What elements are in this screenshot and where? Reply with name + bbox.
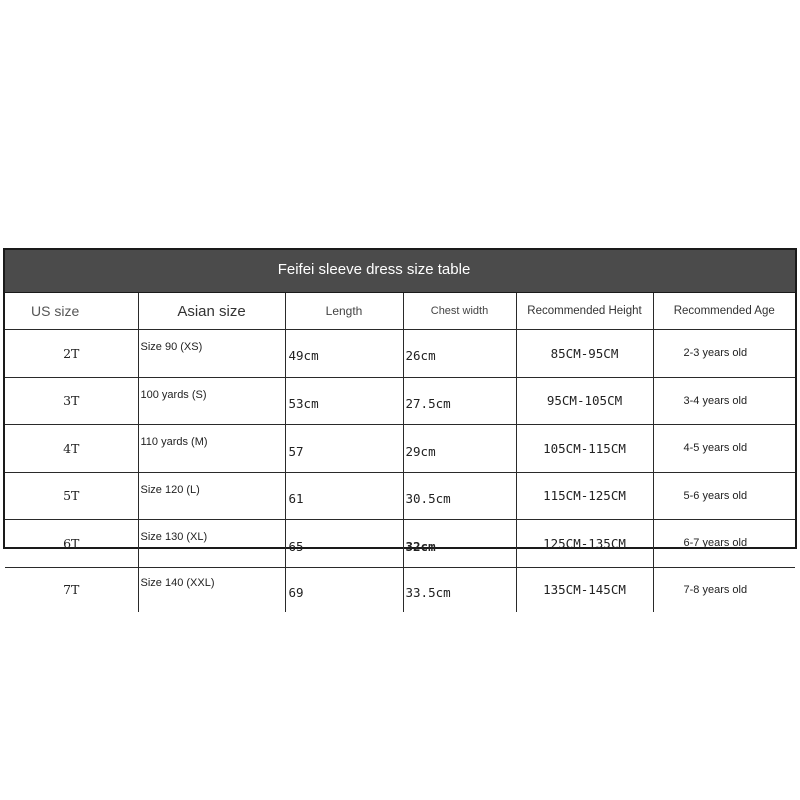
cell-asian-size: Size 120 (L) (138, 472, 285, 520)
cell-asian-size: 110 yards (M) (138, 425, 285, 473)
cell-asian-size: Size 130 (XL) (138, 520, 285, 568)
table-row (5, 520, 795, 568)
cell-us-size: 2T (5, 330, 138, 378)
cell-chest-width: 32cm (403, 520, 516, 568)
table-title-bar (5, 250, 795, 293)
cell-length: 65 (285, 520, 403, 568)
cell-asian-size: Size 140 (XXL) (138, 567, 285, 612)
header-recommended-height: Recommended Height (516, 293, 653, 330)
size-grid (5, 293, 795, 612)
cell-chest-width: 29cm (403, 425, 516, 473)
header-asian-size: Asian size (138, 293, 285, 330)
cell-chest-width: 27.5cm (403, 377, 516, 425)
table-row (5, 567, 795, 612)
cell-us-size: 7T (5, 567, 138, 612)
size-table (3, 248, 797, 601)
table-row (5, 330, 795, 378)
cell-length: 49cm (285, 330, 403, 378)
cell-length: 69 (285, 567, 403, 612)
header-recommended-age: Recommended Age (653, 293, 795, 330)
table-row (5, 377, 795, 425)
cell-chest-width: 33.5cm (403, 567, 516, 612)
cell-recommended-height: 105CM-115CM (516, 425, 653, 473)
cell-us-size: 4T (5, 425, 138, 473)
table-row (5, 425, 795, 473)
header-us-size: US size (31, 303, 80, 319)
cell-us-size: 5T (5, 472, 138, 520)
table-title: Feifei sleeve dress size table (277, 261, 471, 278)
cell-recommended-age: 4-5 years old (653, 425, 795, 473)
cell-recommended-age: 6-7 years old (653, 520, 795, 568)
cell-recommended-height: 95CM-105CM (516, 377, 653, 425)
cell-chest-width: 30.5cm (403, 472, 516, 520)
cell-recommended-age: 2-3 years old (653, 330, 795, 378)
cell-recommended-age: 5-6 years old (653, 472, 795, 520)
cell-asian-size: 100 yards (S) (138, 377, 285, 425)
cell-length: 57 (285, 425, 403, 473)
header-length: Length (285, 293, 403, 330)
cell-us-size: 3T (5, 377, 138, 425)
cell-length: 61 (285, 472, 403, 520)
cell-us-size: 6T (5, 520, 138, 568)
cell-length: 53cm (285, 377, 403, 425)
cell-recommended-height: 125CM-135CM (516, 520, 653, 568)
table-row (5, 472, 795, 520)
cell-recommended-height: 85CM-95CM (516, 330, 653, 378)
header-row (5, 293, 795, 330)
cell-recommended-height: 115CM-125CM (516, 472, 653, 520)
cell-recommended-height: 135CM-145CM (516, 567, 653, 612)
header-chest-width: Chest width (403, 293, 516, 330)
cell-recommended-age: 3-4 years old (653, 377, 795, 425)
cell-recommended-age: 7-8 years old (653, 567, 795, 612)
cell-chest-width: 26cm (403, 330, 516, 378)
cell-asian-size: Size 90 (XS) (138, 330, 285, 378)
